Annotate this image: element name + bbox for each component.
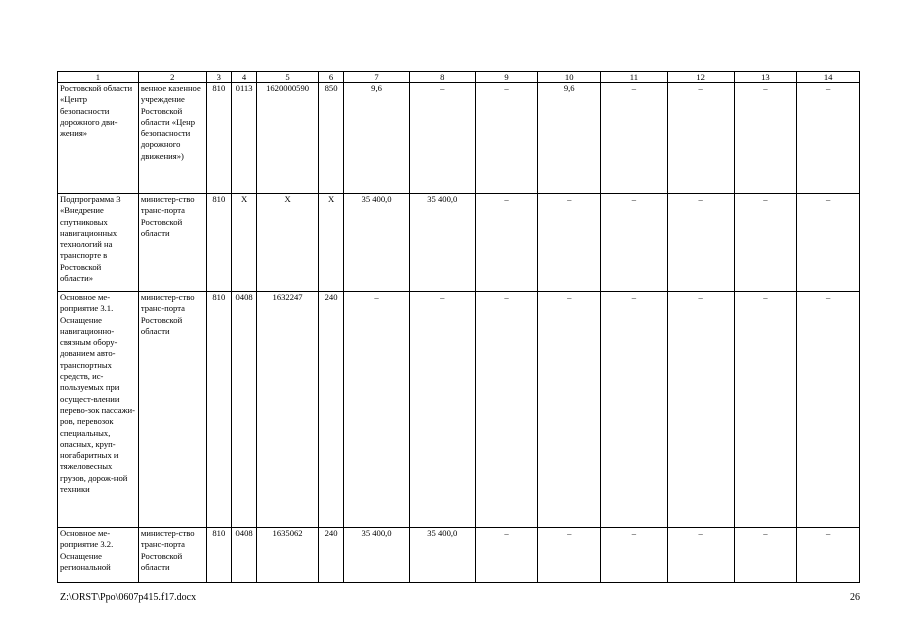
column-header: 9 xyxy=(475,72,538,83)
column-header: 8 xyxy=(409,72,475,83)
column-header: 10 xyxy=(538,72,601,83)
value-cell: – xyxy=(734,194,797,292)
value-cell: – xyxy=(667,194,734,292)
table-row xyxy=(58,83,860,194)
value-cell: – xyxy=(475,83,538,194)
value-cell: 1620000590 xyxy=(257,83,319,194)
column-header: 11 xyxy=(601,72,668,83)
value-cell: – xyxy=(797,194,860,292)
value-cell: 35 400,0 xyxy=(409,194,475,292)
budget-table xyxy=(57,71,860,583)
value-cell: 810 xyxy=(206,292,231,528)
value-cell: – xyxy=(475,194,538,292)
value-cell: 9,6 xyxy=(538,83,601,194)
value-cell: – xyxy=(797,83,860,194)
value-cell: X xyxy=(231,194,256,292)
value-cell: – xyxy=(797,528,860,583)
value-cell: – xyxy=(667,83,734,194)
table-row xyxy=(58,528,860,583)
value-cell: 0113 xyxy=(231,83,256,194)
value-cell: 9,6 xyxy=(344,83,410,194)
column-header: 3 xyxy=(206,72,231,83)
value-cell: – xyxy=(667,528,734,583)
program-name-cell: Основное ме-роприятие 3.2. Оснащение региональной xyxy=(58,528,139,583)
column-header: 2 xyxy=(138,72,206,83)
column-header: 4 xyxy=(231,72,256,83)
program-name-cell: Подпрограмма 3 «Внедрение спутниковых навигационных технологий на транспорте в Ростовской области» xyxy=(58,194,139,292)
value-cell: – xyxy=(601,194,668,292)
column-header: 1 xyxy=(58,72,139,83)
value-cell: – xyxy=(601,83,668,194)
page-number: 26 xyxy=(850,592,860,603)
value-cell: 1635062 xyxy=(257,528,319,583)
value-cell: – xyxy=(601,292,668,528)
value-cell: 810 xyxy=(206,83,231,194)
value-cell: 0408 xyxy=(231,292,256,528)
executor-cell: венное казенное учреждение Ростовской области «Ценр безопасности дорожного движения») xyxy=(138,83,206,194)
value-cell: 35 400,0 xyxy=(344,194,410,292)
program-name-cell: Основное ме-роприятие 3.1. Оснащение навигационно-связным обору-дованием авто-транспортных средств, ис-пользуемых при осущест-влении перево-зок пассажи-ров, перевозок специальных, опасных, круп-ногабаритных и тяжеловесных грузов, дорож-ной техники xyxy=(58,292,139,528)
value-cell: – xyxy=(601,528,668,583)
executor-cell: министер-ство транс-порта Ростовской области xyxy=(138,292,206,528)
value-cell: – xyxy=(538,528,601,583)
document-path: Z:\ORST\Ppo\0607p415.f17.docx xyxy=(60,592,197,603)
value-cell: – xyxy=(797,292,860,528)
value-cell: 35 400,0 xyxy=(409,528,475,583)
value-cell: – xyxy=(344,292,410,528)
value-cell: 1632247 xyxy=(257,292,319,528)
value-cell: 240 xyxy=(318,292,343,528)
column-header: 14 xyxy=(797,72,860,83)
column-number-row xyxy=(58,72,860,83)
table-row xyxy=(58,292,860,528)
value-cell: – xyxy=(734,292,797,528)
value-cell: – xyxy=(409,292,475,528)
value-cell: X xyxy=(318,194,343,292)
column-header: 12 xyxy=(667,72,734,83)
value-cell: X xyxy=(257,194,319,292)
executor-cell: министер-ство транс-порта Ростовской области xyxy=(138,528,206,583)
program-name-cell: Ростовской области «Центр безопасности дорожного дви-жения» xyxy=(58,83,139,194)
value-cell: 810 xyxy=(206,194,231,292)
value-cell: – xyxy=(475,528,538,583)
value-cell: 810 xyxy=(206,528,231,583)
column-header: 7 xyxy=(344,72,410,83)
value-cell: – xyxy=(734,83,797,194)
value-cell: 240 xyxy=(318,528,343,583)
column-header: 5 xyxy=(257,72,319,83)
value-cell: 35 400,0 xyxy=(344,528,410,583)
table-row xyxy=(58,194,860,292)
value-cell: – xyxy=(667,292,734,528)
value-cell: – xyxy=(538,194,601,292)
value-cell: – xyxy=(734,528,797,583)
column-header: 6 xyxy=(318,72,343,83)
column-header: 13 xyxy=(734,72,797,83)
value-cell: – xyxy=(475,292,538,528)
value-cell: – xyxy=(409,83,475,194)
value-cell: – xyxy=(538,292,601,528)
value-cell: 0408 xyxy=(231,528,256,583)
executor-cell: министер-ство транс-порта Ростовской области xyxy=(138,194,206,292)
value-cell: 850 xyxy=(318,83,343,194)
